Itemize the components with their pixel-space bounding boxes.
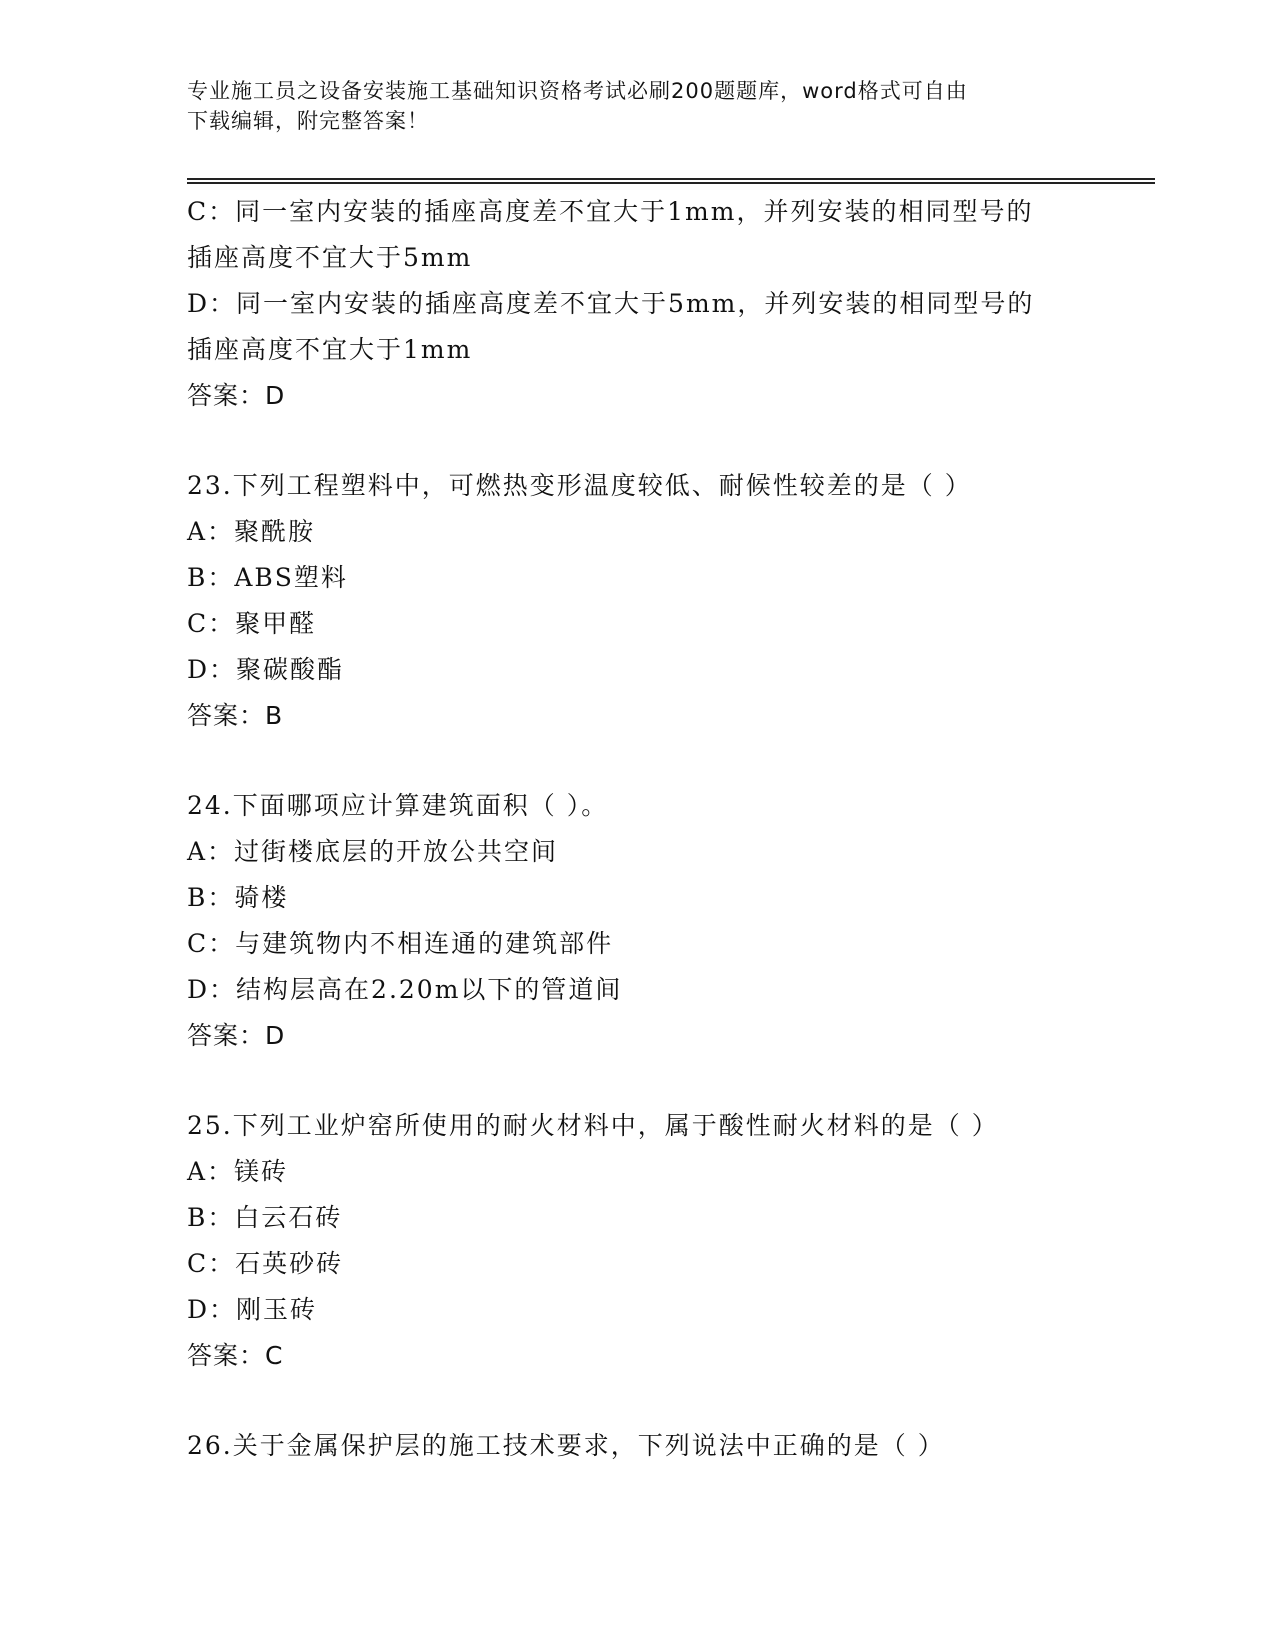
question-block-25 <box>187 1103 1087 1379</box>
document-header <box>187 76 1067 136</box>
option-d: D：刚玉砖 <box>187 1295 318 1324</box>
answer-line: 答案：D <box>187 381 286 410</box>
question-block-24 <box>187 783 1087 1059</box>
option-a: A：过街楼底层的开放公共空间 <box>187 837 559 866</box>
question-text: 23.下列工程塑料中，可燃热变形温度较低、耐候性较差的是（ ） <box>187 471 972 500</box>
option-b: B：骑楼 <box>187 883 289 912</box>
question-block-22 <box>187 189 1087 419</box>
spacer <box>187 739 1087 783</box>
header-divider <box>187 178 1155 184</box>
spacer <box>187 419 1087 463</box>
option-c-continued: 插座高度不宜大于5mm <box>187 243 473 272</box>
header-title-line-2: 下载编辑，附完整答案！ <box>187 109 429 133</box>
option-a: A：镁砖 <box>187 1157 289 1186</box>
option-a: A：聚酰胺 <box>187 517 316 546</box>
spacer <box>187 1059 1087 1103</box>
option-b: B：白云石砖 <box>187 1203 343 1232</box>
option-b: B：ABS塑料 <box>187 563 348 592</box>
option-c: C：与建筑物内不相连通的建筑部件 <box>187 929 614 958</box>
option-d-continued: 插座高度不宜大于1mm <box>187 335 473 364</box>
header-title-line-1: 专业施工员之设备安装施工基础知识资格考试必刷200题题库，word格式可自由 <box>187 79 968 103</box>
answer-line: 答案：D <box>187 1021 286 1050</box>
option-d: D：结构层高在2.20m以下的管道间 <box>187 975 623 1004</box>
question-text: 26.关于金属保护层的施工技术要求，下列说法中正确的是（ ） <box>187 1431 945 1460</box>
question-block-23 <box>187 463 1087 739</box>
option-d: D：聚碳酸酯 <box>187 655 345 684</box>
spacer <box>187 1379 1087 1423</box>
option-c: C：同一室内安装的插座高度差不宜大于1mm，并列安装的相同型号的 <box>187 197 1034 226</box>
question-text: 25.下列工业炉窑所使用的耐火材料中，属于酸性耐火材料的是（ ） <box>187 1111 999 1140</box>
question-list <box>187 189 1087 1469</box>
option-c: C：聚甲醛 <box>187 609 317 638</box>
option-c: C：石英砂砖 <box>187 1249 344 1278</box>
answer-line: 答案：C <box>187 1341 284 1370</box>
question-text: 24.下面哪项应计算建筑面积（ ）。 <box>187 791 609 820</box>
question-block-26 <box>187 1423 1087 1469</box>
answer-line: 答案：B <box>187 701 284 730</box>
option-d: D：同一室内安装的插座高度差不宜大于5mm，并列安装的相同型号的 <box>187 289 1035 318</box>
